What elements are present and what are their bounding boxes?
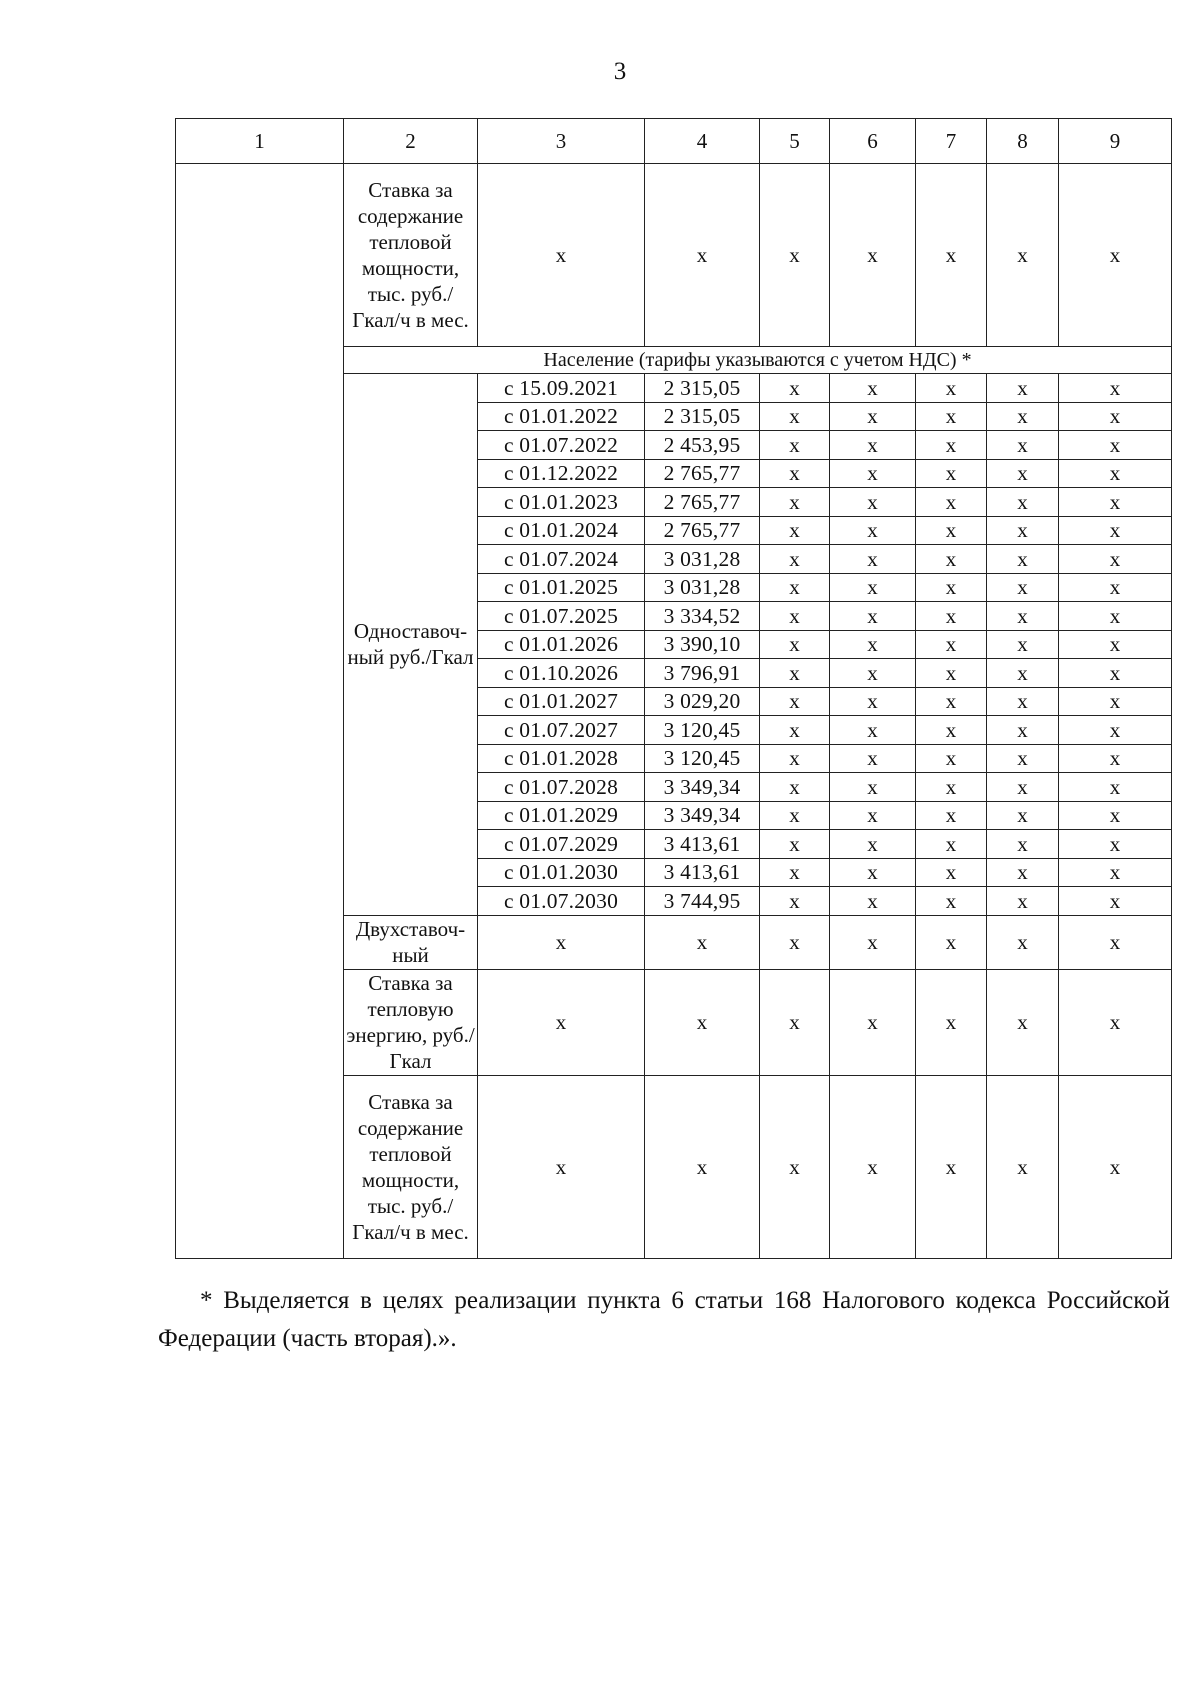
x-mark: x — [916, 858, 987, 887]
x-mark: x — [1059, 659, 1172, 688]
x-mark: x — [987, 915, 1059, 969]
effective-date: с 01.01.2023 — [478, 488, 645, 517]
footnote: * Выделяется в целях реализации пункта 6 статьи 168 Налогового кодекса Российской Федерации (часть вторая).». — [158, 1287, 1170, 1352]
tariff-value: 3 413,61 — [645, 830, 760, 859]
x-mark: x — [987, 488, 1059, 517]
x-mark: x — [916, 1075, 987, 1258]
x-mark: x — [478, 915, 645, 969]
x-mark: x — [916, 830, 987, 859]
x-mark: x — [830, 915, 916, 969]
x-mark: x — [760, 744, 830, 773]
x-mark: x — [916, 773, 987, 802]
effective-date: с 01.01.2027 — [478, 687, 645, 716]
x-mark: x — [1059, 516, 1172, 545]
x-mark: x — [1059, 545, 1172, 574]
x-mark: x — [830, 545, 916, 574]
x-mark: x — [830, 858, 916, 887]
x-mark: x — [1059, 744, 1172, 773]
tariff-value: 3 120,45 — [645, 716, 760, 745]
capacity-rate-label: Ставка за содержание тепловой мощности, тыс. руб./Гкал/ч в мес. — [344, 1075, 478, 1258]
population-header: Население (тарифы указываются с учетом НДС) * — [344, 347, 1172, 374]
x-mark: x — [760, 573, 830, 602]
effective-date: с 01.01.2029 — [478, 801, 645, 830]
column-number: 7 — [916, 119, 987, 164]
x-mark: x — [987, 573, 1059, 602]
page-number: 3 — [613, 58, 627, 85]
effective-date: с 01.12.2022 — [478, 459, 645, 488]
x-mark: x — [987, 374, 1059, 403]
tariff-value: 3 029,20 — [645, 687, 760, 716]
effective-date: с 01.01.2026 — [478, 630, 645, 659]
tariff-table — [175, 118, 1172, 1259]
x-mark: x — [1059, 164, 1172, 347]
effective-date: с 01.07.2029 — [478, 830, 645, 859]
single-rate-label: Одноставоч-ный руб./Гкал — [344, 374, 478, 916]
x-mark: x — [830, 602, 916, 631]
x-mark: x — [916, 402, 987, 431]
x-mark: x — [830, 164, 916, 347]
x-mark: x — [760, 801, 830, 830]
x-mark: x — [987, 402, 1059, 431]
column-number: 1 — [176, 119, 344, 164]
column-number: 8 — [987, 119, 1059, 164]
x-mark: x — [830, 744, 916, 773]
x-mark: x — [760, 687, 830, 716]
x-mark: x — [987, 801, 1059, 830]
effective-date: с 01.01.2024 — [478, 516, 645, 545]
x-mark: x — [987, 858, 1059, 887]
x-mark: x — [830, 969, 916, 1075]
x-mark: x — [830, 887, 916, 916]
x-mark: x — [830, 516, 916, 545]
effective-date: с 01.01.2030 — [478, 858, 645, 887]
x-mark: x — [830, 687, 916, 716]
column-number-row — [176, 119, 1172, 164]
x-mark: x — [987, 687, 1059, 716]
x-mark: x — [1059, 402, 1172, 431]
x-mark: x — [1059, 431, 1172, 460]
x-mark: x — [830, 801, 916, 830]
tariff-value: 3 120,45 — [645, 744, 760, 773]
x-mark: x — [830, 573, 916, 602]
column-number: 3 — [478, 119, 645, 164]
x-mark: x — [916, 659, 987, 688]
effective-date: с 01.01.2022 — [478, 402, 645, 431]
energy-rate-label: Ставка за тепловую энергию, руб./Гкал — [344, 969, 478, 1075]
x-mark: x — [987, 164, 1059, 347]
x-mark: x — [760, 659, 830, 688]
x-mark: x — [916, 716, 987, 745]
x-mark: x — [1059, 602, 1172, 631]
column-number: 4 — [645, 119, 760, 164]
x-mark: x — [1059, 887, 1172, 916]
x-mark: x — [987, 887, 1059, 916]
tariff-value: 2 765,77 — [645, 516, 760, 545]
x-mark: x — [760, 516, 830, 545]
x-mark: x — [645, 969, 760, 1075]
tariff-value: 2 765,77 — [645, 459, 760, 488]
tariff-value: 3 349,34 — [645, 773, 760, 802]
effective-date: с 01.07.2024 — [478, 545, 645, 574]
x-mark: x — [987, 773, 1059, 802]
effective-date: с 01.01.2025 — [478, 573, 645, 602]
x-mark: x — [760, 630, 830, 659]
effective-date: с 01.07.2025 — [478, 602, 645, 631]
column-number: 2 — [344, 119, 478, 164]
effective-date: с 01.10.2026 — [478, 659, 645, 688]
x-mark: x — [830, 374, 916, 403]
tariff-value: 2 315,05 — [645, 402, 760, 431]
x-mark: x — [987, 431, 1059, 460]
x-mark: x — [760, 602, 830, 631]
two-rate-label: Двухставоч-ный — [344, 915, 478, 969]
x-mark: x — [760, 545, 830, 574]
x-mark: x — [916, 516, 987, 545]
effective-date: с 15.09.2021 — [478, 374, 645, 403]
x-mark: x — [830, 459, 916, 488]
x-mark: x — [1059, 969, 1172, 1075]
x-mark: x — [760, 716, 830, 745]
x-mark: x — [830, 431, 916, 460]
x-mark: x — [987, 659, 1059, 688]
capacity-rate-label: Ставка за содержание тепловой мощности, тыс. руб./Гкал/ч в мес. — [344, 164, 478, 347]
x-mark: x — [1059, 488, 1172, 517]
effective-date: с 01.01.2028 — [478, 744, 645, 773]
x-mark: x — [1059, 830, 1172, 859]
x-mark: x — [645, 915, 760, 969]
x-mark: x — [1059, 773, 1172, 802]
x-mark: x — [1059, 801, 1172, 830]
tariff-value: 2 765,77 — [645, 488, 760, 517]
x-mark: x — [916, 573, 987, 602]
x-mark: x — [1059, 573, 1172, 602]
x-mark: x — [1059, 1075, 1172, 1258]
x-mark: x — [760, 773, 830, 802]
x-mark: x — [916, 374, 987, 403]
x-mark: x — [987, 516, 1059, 545]
x-mark: x — [760, 969, 830, 1075]
x-mark: x — [916, 488, 987, 517]
x-mark: x — [987, 1075, 1059, 1258]
x-mark: x — [987, 545, 1059, 574]
x-mark: x — [987, 744, 1059, 773]
x-mark: x — [916, 801, 987, 830]
x-mark: x — [1059, 374, 1172, 403]
x-mark: x — [916, 630, 987, 659]
tariff-value: 3 031,28 — [645, 545, 760, 574]
x-mark: x — [1059, 716, 1172, 745]
column-number: 6 — [830, 119, 916, 164]
x-mark: x — [916, 687, 987, 716]
x-mark: x — [987, 459, 1059, 488]
x-mark: x — [987, 630, 1059, 659]
x-mark: x — [987, 716, 1059, 745]
tariff-value: 3 413,61 — [645, 858, 760, 887]
x-mark: x — [830, 488, 916, 517]
x-mark: x — [478, 969, 645, 1075]
effective-date: с 01.07.2027 — [478, 716, 645, 745]
tariff-value: 3 796,91 — [645, 659, 760, 688]
x-mark: x — [760, 459, 830, 488]
x-mark: x — [916, 602, 987, 631]
x-mark: x — [830, 402, 916, 431]
x-mark: x — [916, 744, 987, 773]
column-number: 5 — [760, 119, 830, 164]
tariff-value: 3 390,10 — [645, 630, 760, 659]
x-mark: x — [760, 887, 830, 916]
x-mark: x — [1059, 459, 1172, 488]
x-mark: x — [830, 773, 916, 802]
x-mark: x — [916, 915, 987, 969]
effective-date: с 01.07.2028 — [478, 773, 645, 802]
x-mark: x — [1059, 858, 1172, 887]
tariff-value: 2 453,95 — [645, 431, 760, 460]
x-mark: x — [645, 1075, 760, 1258]
tariff-value: 3 334,52 — [645, 602, 760, 631]
tariff-value: 3 744,95 — [645, 887, 760, 916]
x-mark: x — [478, 1075, 645, 1258]
column-1-empty-cell — [176, 164, 344, 1259]
x-mark: x — [760, 402, 830, 431]
x-mark: x — [760, 858, 830, 887]
x-mark: x — [916, 887, 987, 916]
x-mark: x — [760, 830, 830, 859]
x-mark: x — [916, 969, 987, 1075]
x-mark: x — [1059, 630, 1172, 659]
x-mark: x — [830, 716, 916, 745]
x-mark: x — [830, 1075, 916, 1258]
x-mark: x — [916, 164, 987, 347]
x-mark: x — [830, 830, 916, 859]
x-mark: x — [916, 459, 987, 488]
x-mark: x — [916, 545, 987, 574]
x-mark: x — [830, 659, 916, 688]
x-mark: x — [987, 830, 1059, 859]
x-mark: x — [760, 374, 830, 403]
effective-date: с 01.07.2022 — [478, 431, 645, 460]
x-mark: x — [760, 488, 830, 517]
column-number: 9 — [1059, 119, 1172, 164]
x-mark: x — [760, 431, 830, 460]
x-mark: x — [1059, 687, 1172, 716]
x-mark: x — [987, 969, 1059, 1075]
x-mark: x — [987, 602, 1059, 631]
x-mark: x — [760, 164, 830, 347]
tariff-value: 3 031,28 — [645, 573, 760, 602]
x-mark: x — [478, 164, 645, 347]
tariff-value: 2 315,05 — [645, 374, 760, 403]
x-mark: x — [830, 630, 916, 659]
x-mark: x — [760, 915, 830, 969]
capacity-rate-row — [176, 164, 1172, 347]
x-mark: x — [645, 164, 760, 347]
x-mark: x — [760, 1075, 830, 1258]
tariff-value: 3 349,34 — [645, 801, 760, 830]
effective-date: с 01.07.2030 — [478, 887, 645, 916]
x-mark: x — [1059, 915, 1172, 969]
x-mark: x — [916, 431, 987, 460]
